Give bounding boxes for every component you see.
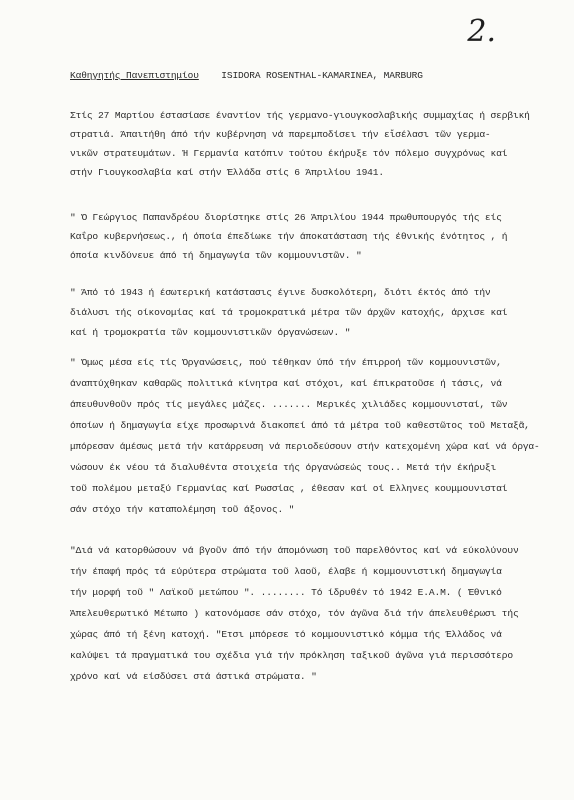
text-line: άναπτύχθηκαν καθαρῶς πολιτικά κίνητρα καί στόχοι, καί έπικρατοῦσε ή τάσις, νά <box>70 378 502 389</box>
text-line: "Διά νά κατορθώσουν νά βγοῦν άπό τήν άπομόνωση τοῦ παρελθόντος καί νά εύκολύνουν <box>70 545 519 556</box>
text-line: όποίων ή δημαγωγία είχε προσωρινά διακοπεί άπό τά μέτρα τοῦ καθεστῶτος τοῦ Μεταξᾶ, <box>70 420 530 431</box>
text-line: στρατιά. Άπαιτήθη άπό τήν κυβέρνηση νά παρεμποδίσει τήν εἴσέλασι τῶν γερμα- <box>70 129 491 140</box>
text-line: νικῶν στρατευμάτων. Ή Γερμανία κατόπιν τούτου έκήρυξε τόν πόλεμο συγχρόνως καί <box>70 148 508 159</box>
text-line: καί ή τρομοκρατία τῶν κομμουνιστικῶν όργανώσεων. " <box>70 327 351 338</box>
text-line: χρόνο καί νά είσδύσει στά άστικά στρώματα. " <box>70 671 317 682</box>
text-line: Στίς 27 Μαρτίου έστασίασε έναντίον τής γερμανο-γιουγκοσλαβικής συμμαχίας ή σερβική <box>70 110 530 121</box>
text-line: νώσουν έκ νέου τά διαλυθέντα στοιχεία τής όργανώσεώς τους.. Μετά τήν έκήρυξι <box>70 462 497 473</box>
text-line: μπόρεσαν άμέσως μετά τήν κατάρρευση νά περιοδεύσουν στήν κατεχομένη χώρα καί νά όργα- <box>70 441 540 452</box>
page-number: 2. <box>467 14 496 49</box>
text-line: " Όμως μέσα είς τίς Όργανώσεις, πού τέθηκαν ύπό τήν έπιρροή τῶν κομμουνιστῶν, <box>70 357 502 368</box>
text-line: διάλυσι τής οίκονομίας καί τά τρομοκρατικά μέτρα τῶν άρχῶν κατοχής, άρχισε καί <box>70 307 508 318</box>
text-line: χώρας άπό τή ξένη κατοχή. "Ετσι μπόρεσε τό κομμουνιστικό κόμμα τής Έλλάδος νά <box>70 629 502 640</box>
author-name: ISIDORA ROSENTHAL-KAMARINEA, MARBURG <box>221 70 423 81</box>
text-line: άπευθυνθοῦν πρός τίς μεγάλες μάζες. ....... Μερικές χιλιάδες κομμουνισταί, τῶν <box>70 399 508 410</box>
author-title: Καθηγητής Πανεπιστημίου <box>70 70 199 81</box>
text-line: Άπελευθερωτικό Μέτωπο ) κατονόμασε σάν στόχο, τόν άγῶνα διά τήν άπελευθέρωσι τής <box>70 608 519 619</box>
text-line: " Άπό τό 1943 ή έσωτερική κατάστασις έγινε δυσκολότερη, διότι έκτός άπό τήν <box>70 287 491 298</box>
text-line: σάν στόχο τήν καταπολέμηση τοῦ άξονος. " <box>70 504 295 515</box>
text-line: τήν έπαφή πρός τά εύρύτερα στρώματα τοῦ λαοῦ, έλαβε ή κομμουνιστική δημαγωγία <box>70 566 502 577</box>
document-heading <box>70 70 540 81</box>
text-line: καλύψει τά πραγματικά του σχέδια γιά τήν πρόκληση ταξικοῦ άγῶνα γιά περισσότερο <box>70 650 513 661</box>
text-line: τήν μορφή τοῦ " Λαϊκοῦ μετώπου ". ........ Τό ίδρυθέν τό 1942 Ε.Α.Μ. ( Έθνικό <box>70 587 502 598</box>
text-line: στήν Γιουγκοσλαβία καί στήν Έλλάδα στίς 6 Άπριλίου 1941. <box>70 167 385 178</box>
text-line: Καΐρο κυβερνήσεως., ή όποία έπεδίωκε τήν άποκατάσταση τής έθνικής ένότητος , ή <box>70 231 508 242</box>
text-line: όποία κινδύνευε άπό τή δημαγωγία τῶν κομμουνιστῶν. " <box>70 250 362 261</box>
text-line: τοῦ πολέμου μεταξύ Γερμανίας καί Ρωσσίας , έθεσαν καί οί Ελληνες κουμμουνισταί <box>70 483 508 494</box>
text-line: " Ό Γεώργιος Παπανδρέου διορίστηκε στίς 26 Άπριλίου 1944 πρωθυπουργός τής είς <box>70 212 502 223</box>
